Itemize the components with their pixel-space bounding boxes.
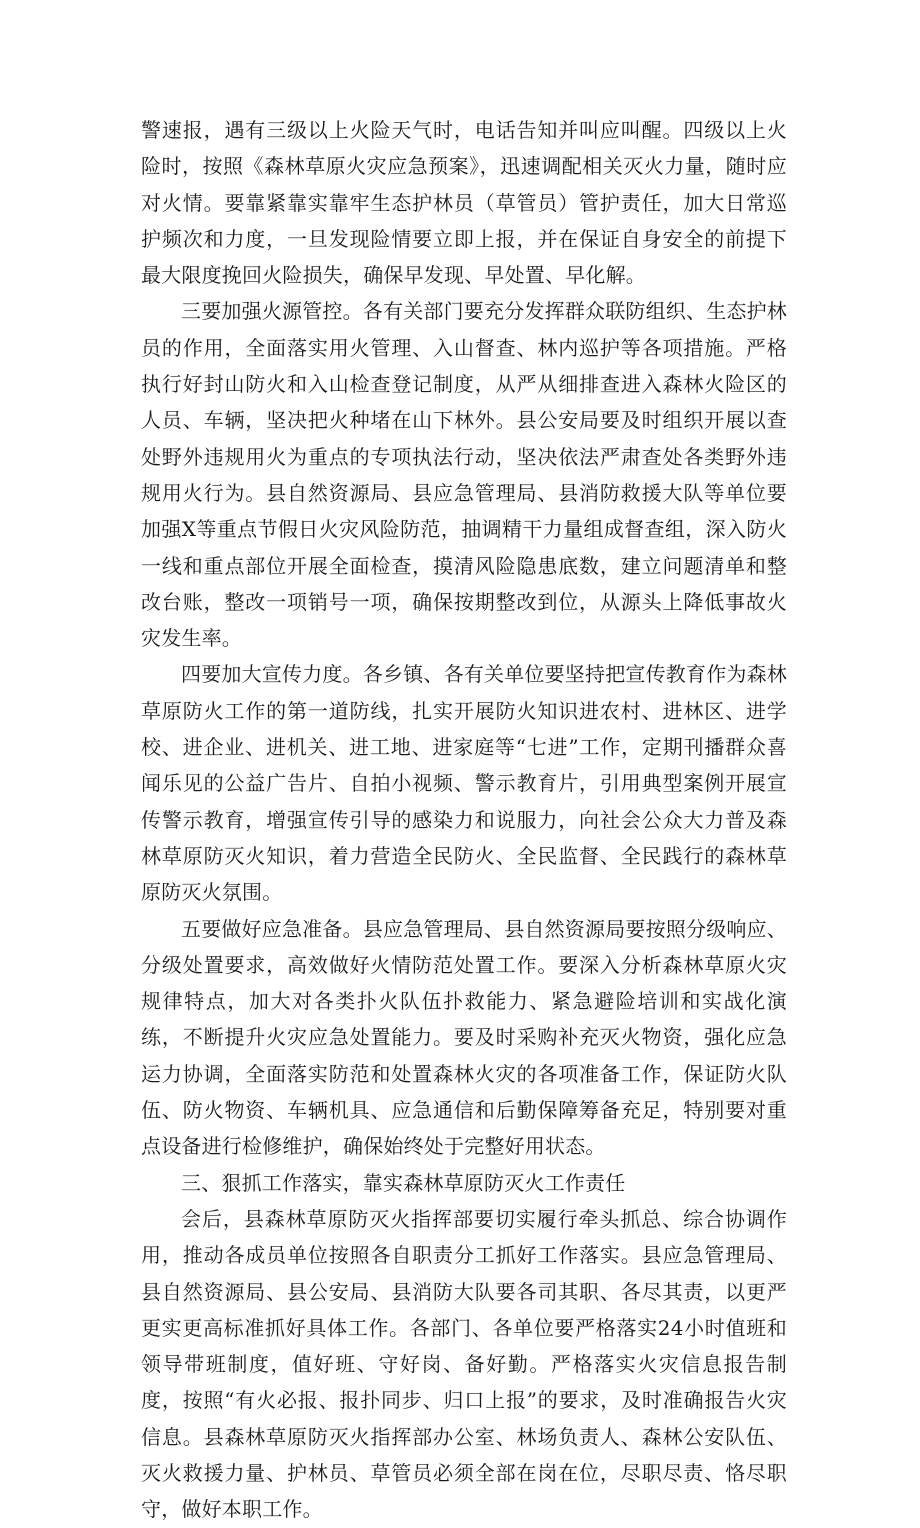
section-heading-three: 三、狠抓工作落实，靠实森林草原防灭火工作责任	[181, 1170, 626, 1195]
paragraph-work-implementation: 会后，县森林草原防灭火指挥部要切实履行牵头抓总、综合协调作用，推动各成员单位按照各自职责分工抓好工作落实。县应急管理局、县自然资源局、县公安局、县消防大队要各司其职、各尽其责，以更严更实更高标准抓好具体工作。各部门、各单位要严格落实24小时值班和领导带班制度，值好班、守好岗、备好勤。严格落实火灾信息报告制度，按照“有火必报、报扑同步、归口上报”的要求，及时准确报告火灾信息。县森林草原防灭火指挥部办公室、林场负责人、森林公安队伍、灭火救援力量、护林员、草管员必须全部在岗在位，尽职尽责、恪尽职守，做好本职工作。	[141, 1206, 787, 1522]
paragraph-publicity: 四要加大宣传力度。各乡镇、各有关单位要坚持把宣传教育作为森林草原防火工作的第一道防线，扎实开展防火知识进农村、进林区、进学校、进企业、进机关、进工地、进家庭等“七进”工作，定期刊播群众喜闻乐见的公益广告片、自拍小视频、警示教育片，引用典型案例开展宣传警示教育，增强宣传引导的感染力和说服力，向社会公众大力普及森林草原防灭火知识，着力营造全民防火、全民监督、全民践行的森林草原防灭火氛围。	[141, 662, 787, 905]
paragraph-emergency-preparation: 五要做好应急准备。县应急管理局、县自然资源局要按照分级响应、分级处置要求，高效做好火情防范处置工作。要深入分析森林草原火灾规律特点，加大对各类扑火队伍扑救能力、紧急避险培训和实战化演练，不断提升火灾应急处置能力。要及时采购补充灭火物资，强化应急运力协调，全面落实防范和处置森林火灾的各项准备工作，保证防火队伍、防火物资、车辆机具、应急通信和后勤保障筹备充足，特别要对重点设备进行检修维护，确保始终处于完整好用状态。	[141, 916, 787, 1159]
paragraph-continuation: 警速报，遇有三级以上火险天气时，电话告知并叫应叫醒。四级以上火险时，按照《森林草原火灾应急预案》，迅速调配相关灭火力量，随时应对火情。要靠紧靠实靠牢生态护林员（草管员）管护责任，加大日常巡护频次和力度，一旦发现险情要立即上报，并在保证自身安全的前提下最大限度挽回火险损失，确保早发现、早处置、早化解。	[141, 118, 787, 288]
document-body	[141, 112, 787, 1528]
paragraph-fire-source-control: 三要加强火源管控。各有关部门要充分发挥群众联防组织、生态护林员的作用，全面落实用火管理、入山督查、林内巡护等各项措施。严格执行好封山防火和入山检查登记制度，从严从细排查进入森林火险区的人员、车辆，坚决把火种堵在山下林外。县公安局要及时组织开展以查处野外违规用火为重点的专项执法行动，坚决依法严肃查处各类野外违规用火行为。县自然资源局、县应急管理局、县消防救援大队等单位要加强X等重点节假日火灾风险防范，抽调精干力量组成督查组，深入防火一线和重点部位开展全面检查，摸清风险隐患底数，建立问题清单和整改台账，整改一项销号一项，确保按期整改到位，从源头上降低事故火灾发生率。	[141, 299, 787, 651]
